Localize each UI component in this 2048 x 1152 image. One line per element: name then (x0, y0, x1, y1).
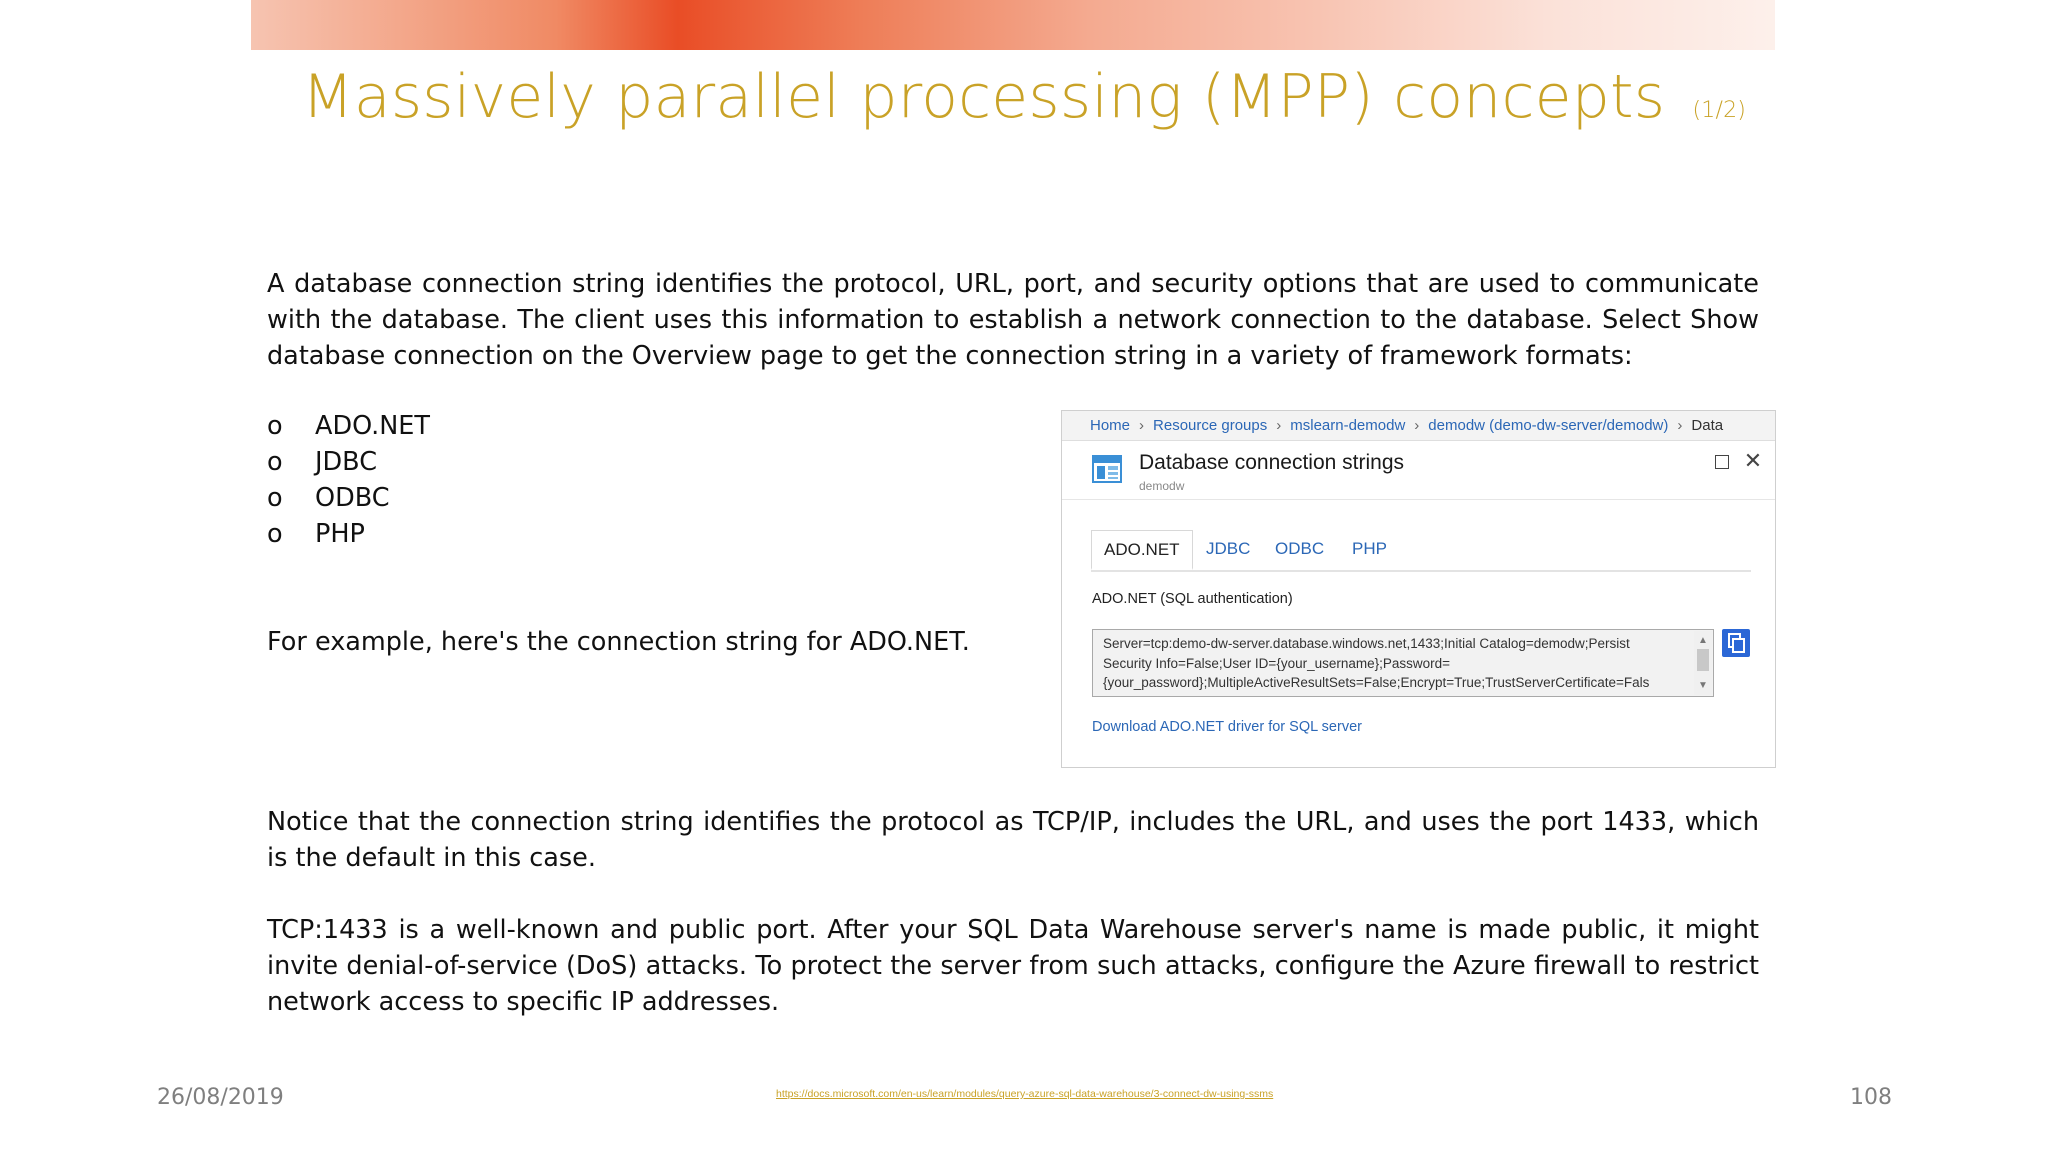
download-driver-link[interactable]: Download ADO.NET driver for SQL server (1092, 719, 1362, 735)
scrollbar[interactable] (1694, 631, 1712, 695)
list-item-label: ADO.NET (315, 411, 430, 441)
chevron-right-icon: › (1276, 417, 1282, 434)
slide-title-suffix: (1/2) (1692, 98, 1747, 123)
slide-title (0, 62, 2048, 132)
list-item (267, 516, 430, 552)
blade-subtitle: demodw (1139, 479, 1185, 493)
chevron-right-icon: › (1414, 417, 1420, 434)
notice-paragraph: Notice that the connection string identifies the protocol as TCP/IP, includes the URL, and uses the port 1433, which is the default in this case. (267, 807, 1759, 873)
list-item (267, 408, 430, 444)
bullet-mark: o (267, 411, 283, 441)
breadcrumb-resource-groups[interactable]: Resource groups (1153, 417, 1268, 434)
list-item (267, 444, 430, 480)
chevron-right-icon: › (1139, 417, 1145, 434)
connection-strings-icon (1092, 455, 1122, 483)
bullet-mark: o (267, 519, 283, 549)
copy-to-clipboard-button[interactable] (1722, 629, 1750, 657)
tab-odbc[interactable]: ODBC (1275, 539, 1325, 558)
tab-php[interactable]: PHP (1352, 539, 1387, 558)
connection-string-line: {your_password};MultipleActiveResultSets=False;Encrypt=True;TrustServerCertificate=Fals (1103, 675, 1650, 690)
list-item-label: PHP (315, 519, 365, 549)
connection-strings-screenshot (1061, 410, 1776, 768)
connection-string-textbox[interactable] (1092, 629, 1714, 697)
list-item (267, 480, 430, 516)
breadcrumb (1062, 411, 1775, 441)
close-icon[interactable]: ✕ (1743, 448, 1763, 473)
divider (1062, 499, 1775, 500)
example-text: For example, here's the connection string for ADO.NET. (267, 627, 970, 657)
blade-title: Database connection strings (1139, 451, 1404, 474)
tcp-paragraph: TCP:1433 is a well-known and public port. After your SQL Data Warehouse server's name is made public, it might invite denial-of-service (DoS) attacks. To protect the server from such attacks, configure the Azure firewall to restrict network access to specific IP addresses. (267, 915, 1759, 1017)
framework-list (267, 408, 430, 552)
chevron-right-icon: › (1677, 417, 1683, 434)
breadcrumb-current: Data (1691, 417, 1724, 434)
breadcrumb-resource-group[interactable]: mslearn-demodw (1290, 417, 1406, 434)
footer-date: 26/08/2019 (157, 1085, 284, 1110)
slide-title-text: Massively parallel processing (MPP) concepts (301, 62, 1666, 132)
list-item-label: ODBC (315, 483, 390, 513)
framework-tabs (1091, 530, 1751, 572)
bullet-mark: o (267, 447, 283, 477)
copy-icon (1722, 629, 1750, 657)
source-link[interactable]: https://docs.microsoft.com/en-us/learn/modules/query-azure-sql-data-warehouse/3-connect-dw-using-ssms (776, 1088, 1274, 1100)
breadcrumb-database[interactable]: demodw (demo-dw-server/demodw) (1428, 417, 1669, 434)
header-gradient-bar (251, 0, 1775, 50)
list-item-label: JDBC (315, 447, 378, 477)
section-label: ADO.NET (SQL authentication) (1092, 591, 1293, 607)
maximize-icon[interactable] (1715, 455, 1729, 469)
tab-adonet[interactable]: ADO.NET (1091, 530, 1193, 570)
page-number: 108 (1850, 1085, 1892, 1110)
scroll-thumb[interactable] (1697, 649, 1709, 671)
tab-jdbc[interactable]: JDBC (1206, 539, 1251, 558)
connection-string-line: Security Info=False;User ID={your_username};Password= (1103, 655, 1451, 671)
breadcrumb-home[interactable]: Home (1090, 417, 1131, 434)
scroll-down-icon[interactable]: ▼ (1698, 679, 1708, 691)
scroll-up-icon[interactable]: ▲ (1698, 635, 1708, 646)
connection-string-line: Server=tcp:demo-dw-server.database.windows.net,1433;Initial Catalog=demodw;Persist (1103, 636, 1630, 651)
intro-paragraph: A database connection string identifies the protocol, URL, port, and security options that are used to communicate with the database. The client uses this information to establish a network connection to the database. Select Show database connection on the Overview page to get the connection string in a variety of framework formats: (267, 269, 1759, 371)
bullet-mark: o (267, 483, 283, 513)
